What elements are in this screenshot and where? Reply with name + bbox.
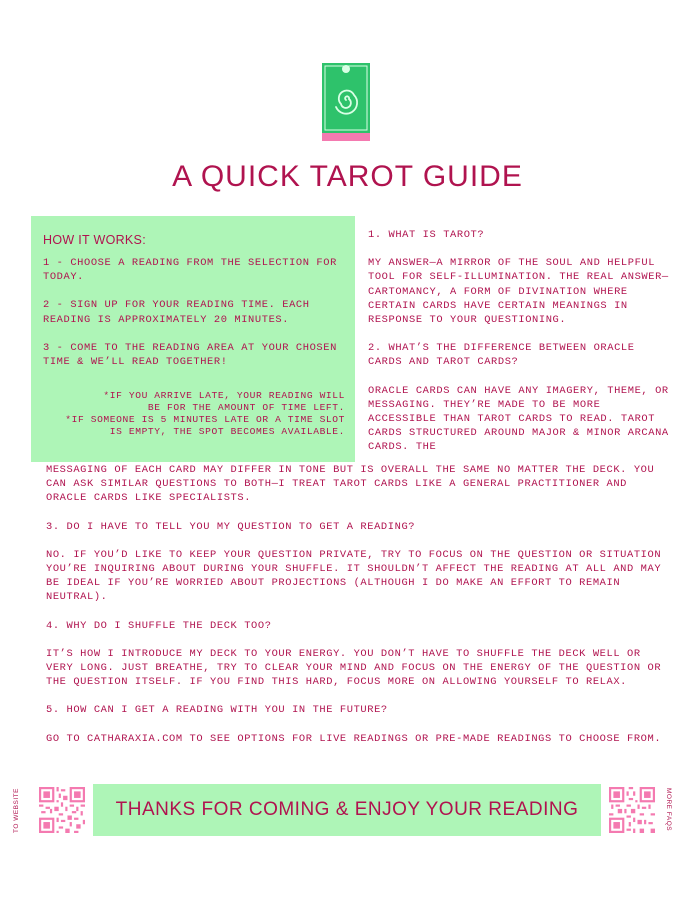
step-item: 3 - COME TO THE READING AREA AT YOUR CHOSEN TIME & WE’LL READ TOGETHER! xyxy=(43,341,337,369)
faq-answer: IT’S HOW I INTRODUCE MY DECK TO YOUR ENERGY. YOU DON’T HAVE TO SHUFFLE THE DECK WELL OR VERY LONG. JUST BREATHE, TRY TO CLEAR YOUR MIND AND FOCUS ON THE ENERGY OF THE QUESTION OR THE QUESTION ITSELF. IF YOU FIND THIS HARD, FOCUS MORE ON ALLOWING YOURSELF TO RELAX. xyxy=(46,647,662,689)
note-line: BE FOR THE AMOUNT OF TIME LEFT. xyxy=(147,402,345,413)
faq-question: 1. WHAT IS TAROT? xyxy=(368,229,485,241)
faq-answer: MESSAGING OF EACH CARD MAY DIFFER IN TONE BUT IS OVERALL THE SAME NO MATTER THE DECK. YOU CAN ASK SIMILAR QUESTIONS TO BOTH—I TREAT TAROT CARDS LIKE A GENERAL PRACTITIONER AND ORACLE CARDS LIKE SPECIALISTS. xyxy=(46,464,655,505)
note-line: IS EMPTY, THE SPOT BECOMES AVAILABLE. xyxy=(109,426,345,437)
note-line: *IF SOMEONE IS 5 MINUTES LATE OR A TIME SLOT xyxy=(65,414,345,425)
faq-full-width xyxy=(46,463,666,760)
faq-answer: GO TO CATHARAXIA.COM TO SEE OPTIONS FOR LIVE READINGS OR PRE-MADE READINGS TO CHOOSE FROM. xyxy=(46,732,662,745)
thanks-banner xyxy=(93,784,601,836)
qr-code-icon[interactable] xyxy=(609,787,655,833)
step-item: 2 - SIGN UP FOR YOUR READING TIME. EACH READING IS APPROXIMATELY 20 MINUTES. xyxy=(43,299,310,326)
faq-question: 4. WHY DO I SHUFFLE THE DECK TOO? xyxy=(46,619,272,632)
late-arrival-notes xyxy=(43,390,345,438)
tarot-card-logo xyxy=(322,63,370,141)
qr-code-icon[interactable] xyxy=(39,787,85,833)
faq-right-column xyxy=(368,228,670,455)
faq-answer: MY ANSWER—A MIRROR OF THE SOUL AND HELPFUL TOOL FOR SELF-ILLUMINATION. THE REAL ANSWER—CARTOMANCY, A FORM OF DIVINATION WHERE CERTAIN CARDS HAVE CERTAIN MEANINGS IN RESPONSE TO YOUR QUESTIONING. xyxy=(368,257,669,327)
how-it-works-heading: HOW IT WORKS: xyxy=(43,233,146,247)
faq-answer: NO. IF YOU’D LIKE TO KEEP YOUR QUESTION PRIVATE, TRY TO FOCUS ON THE QUESTION OR SITUATION YOU’RE INQUIRING ABOUT DURING YOUR SHUFFLE. IT SHOULDN’T AFFECT THE READING AT ALL AND MAY BE IDEAL IF YOU’RE WORRIED ABOUT PROJECTIONS (ALTHOUGH I DO MAKE AN EFFORT TO REMAIN NEUTRAL). xyxy=(46,548,662,604)
faq-question: 3. DO I HAVE TO TELL YOU MY QUESTION TO GET A READING? xyxy=(46,520,416,533)
thanks-message: THANKS FOR COMING & ENJOY YOUR READING xyxy=(115,799,579,820)
page-title: A QUICK TAROT GUIDE xyxy=(172,160,523,193)
how-it-works-steps xyxy=(43,256,348,383)
note-line: *IF YOU ARRIVE LATE, YOUR READING WILL xyxy=(103,390,345,401)
step-item: 1 - CHOOSE A READING FROM THE SELECTION FOR TODAY. xyxy=(43,257,337,284)
to-website-label: TO WEBSITE xyxy=(13,788,20,833)
more-faqs-label: MORE FAQS xyxy=(665,788,672,832)
faq-question: 2. WHAT’S THE DIFFERENCE BETWEEN ORACLE CARDS AND TAROT CARDS? xyxy=(368,342,635,369)
faq-answer: ORACLE CARDS CAN HAVE ANY IMAGERY, THEME, OR MESSAGING. THEY’RE MADE TO BE MORE ACCESSIBLE THAN TAROT CARDS TO READ. TAROT CARDS STRUCTURED AROUND MAJOR & MINOR ARCANA CARDS. THE xyxy=(368,384,669,454)
faq-question: 5. HOW CAN I GET A READING WITH YOU IN THE FUTURE? xyxy=(46,704,388,717)
how-it-works-panel xyxy=(31,216,355,462)
